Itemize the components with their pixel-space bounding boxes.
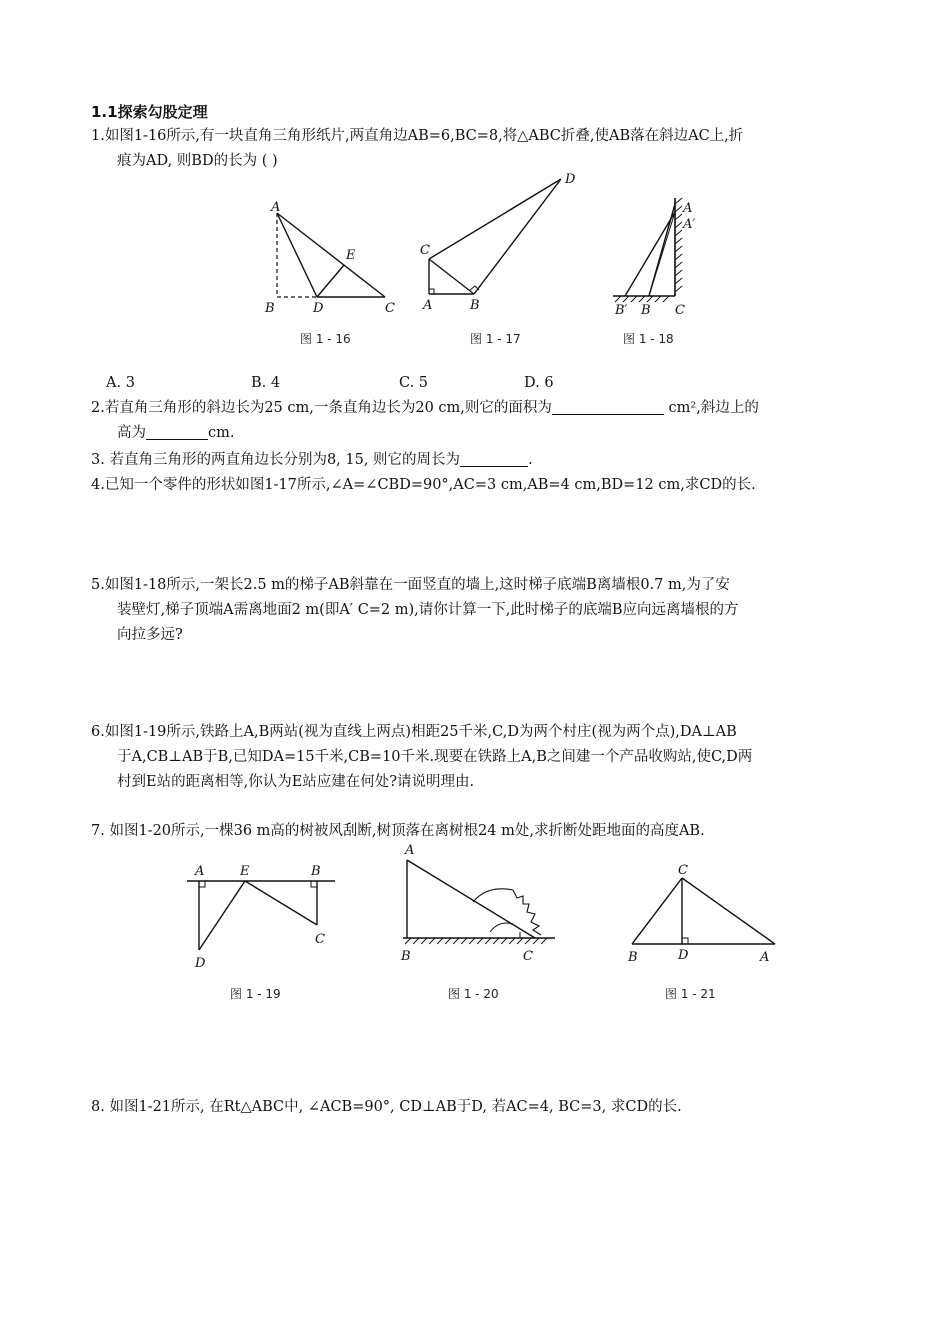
fig19-label-a: A [195, 864, 205, 879]
question-2 [91, 396, 871, 446]
fig21-label-d: D [678, 948, 689, 963]
fig16-label-e: E [346, 248, 356, 263]
fig16-label-a: A [271, 200, 281, 215]
section-title: 1.1探索勾股定理 [91, 103, 208, 121]
fig18-label-a-prime: A′ [683, 217, 696, 232]
fig17-label-d: D [565, 172, 576, 187]
question-2-line-1 [91, 396, 871, 421]
fig19-label-d: D [195, 956, 206, 971]
fig16-label-c: C [385, 301, 395, 316]
question-3-text-b: . [528, 452, 533, 468]
question-8: 8. 如图1-21所示, 在Rt△ABC中, ∠ACB=90°, CD⊥AB于D, 若AC=4, BC=3, 求CD的长. [91, 1099, 682, 1115]
question-2-text-a: 2.若直角三角形的斜边长为25 cm,一条直角边长为20 cm,则它的面积为 [91, 400, 552, 416]
fig20-label-b: B [401, 949, 411, 964]
figure-1-16 [255, 195, 405, 320]
question-1-options [106, 372, 554, 394]
fig19-label-b: B [311, 864, 321, 879]
question-2-line-2 [91, 421, 871, 446]
question-6-line-3: 村到E站的距离相等,你认为E站应建在何处?请说明理由. [117, 774, 475, 790]
figure-1-20 [395, 840, 560, 970]
option-a[interactable]: A. 3 [106, 375, 135, 391]
question-5-line-3: 向拉多远? [117, 627, 183, 643]
question-2-text-b: cm²,斜边上的 [663, 400, 759, 416]
fig19-label-c: C [315, 932, 325, 947]
figure-1-17 [415, 165, 590, 320]
figure-1-19 [185, 855, 345, 975]
fig18-label-b-prime: B′ [615, 303, 628, 318]
question-1-line-1: 1.如图1-16所示,有一块直角三角形纸片,两直角边AB=6,BC=8,将△ABC折叠,使AB落在斜边AC上,折 [91, 128, 744, 144]
figure-1-21-caption: 图 1 - 21 [665, 987, 716, 1001]
question-5 [91, 573, 871, 648]
question-5-line-2: 装壁灯,梯子顶端A需离地面2 m(即A′ C=2 m),请你计算一下,此时梯子的底端B应向远离墙根的方 [117, 602, 739, 618]
question-7: 7. 如图1-20所示,一棵36 m高的树被风刮断,树顶落在离树根24 m处,求折断处距地面的高度AB. [91, 823, 705, 839]
fig20-label-a: A [405, 843, 415, 858]
question-3 [91, 448, 871, 473]
figure-1-19-caption: 图 1 - 19 [230, 987, 281, 1001]
figure-1-16-caption: 图 1 - 16 [300, 332, 351, 346]
fig21-label-b: B [628, 950, 638, 965]
figure-1-17-caption: 图 1 - 17 [470, 332, 521, 346]
option-c[interactable]: C. 5 [399, 375, 429, 391]
fig17-label-a: A [423, 298, 433, 313]
fig21-label-c: C [678, 863, 688, 878]
fig17-label-c: C [420, 243, 430, 258]
fig19-label-e: E [240, 864, 250, 879]
figure-1-20-caption: 图 1 - 20 [448, 987, 499, 1001]
fig17-label-b: B [470, 298, 480, 313]
fig18-label-b: B [641, 303, 651, 318]
fig21-label-a: A [760, 950, 770, 965]
option-b[interactable]: B. 4 [251, 375, 281, 391]
figure-1-18-caption: 图 1 - 18 [623, 332, 674, 346]
question-4: 4.已知一个零件的形状如图1-17所示,∠A=∠CBD=90°,AC=3 cm,AB=4 cm,BD=12 cm,求CD的长. [91, 477, 756, 493]
fig16-label-b: B [265, 301, 275, 316]
fig16-label-d: D [313, 301, 324, 316]
question-5-line-1: 5.如图1-18所示,一架长2.5 m的梯子AB斜靠在一面竖直的墙上,这时梯子底端B离墙根0.7 m,为了安 [91, 577, 730, 593]
question-1-line-2: 痕为AD, 则BD的长为 ( ) [117, 153, 278, 169]
fig18-label-c: C [675, 303, 685, 318]
question-6-line-1: 6.如图1-19所示,铁路上A,B两站(视为直线上两点)相距25千米,C,D为两个村庄(视为两个点),DA⊥AB [91, 724, 737, 740]
figure-1-21 [620, 862, 785, 967]
question-6 [91, 720, 871, 795]
fig20-label-c: C [523, 949, 533, 964]
fig18-label-a: A [683, 201, 693, 216]
option-d[interactable]: D. 6 [524, 375, 554, 391]
question-6-line-2: 于A,CB⊥AB于B,已知DA=15千米,CB=10千米.现要在铁路上A,B之间建一个产品收购站,使C,D两 [117, 749, 753, 765]
question-2-height-blank[interactable] [146, 423, 208, 440]
question-3-perimeter-blank[interactable] [460, 450, 528, 467]
question-2-area-blank[interactable] [552, 398, 664, 415]
question-3-text-a: 3. 若直角三角形的两直角边长分别为8, 15, 则它的周长为 [91, 452, 461, 468]
figure-1-18 [605, 190, 705, 320]
question-2-text-c: 高为 [117, 425, 146, 441]
question-2-text-d: cm. [208, 425, 235, 441]
